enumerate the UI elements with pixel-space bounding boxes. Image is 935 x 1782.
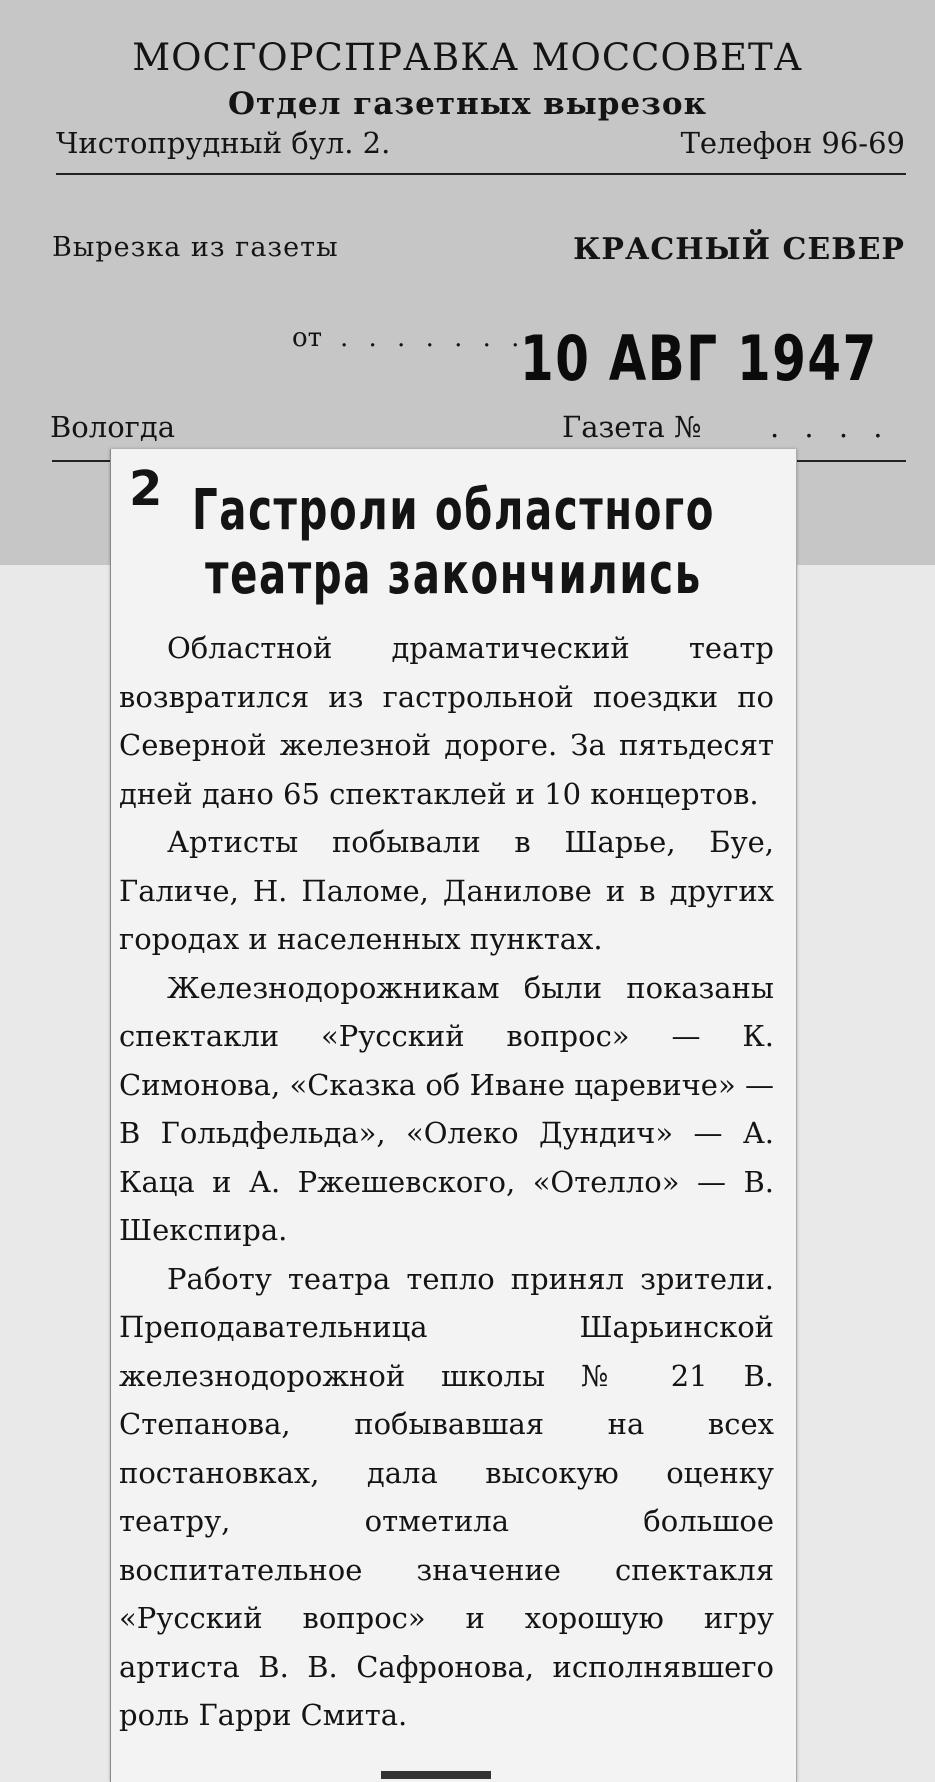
issue-label: Газета № bbox=[562, 410, 702, 444]
header-divider bbox=[56, 173, 906, 175]
article-paragraph: Работу театра тепло принял зрители. Преподавательница Шарьинской железнодорожной школы № 21 В. Степанова, побывавшая на всех постановках, дала высокую оценку театру, отметила большое воспитательное значение спектакля «Русский вопрос» и хорошую игру артиста В. В. Сафронова, исполнявшего роль Гарри Смита. bbox=[119, 1261, 774, 1732]
agency-phone: Телефон 96-69 bbox=[680, 126, 905, 160]
department-name: Отдел газетных вырезок bbox=[228, 86, 707, 122]
date-dots: . . . . . . . bbox=[340, 323, 526, 353]
from-label: от bbox=[292, 323, 323, 353]
agency-title: МОСГОРСПРАВКА МОССОВЕТА bbox=[132, 36, 803, 79]
issue-dots: . . . . bbox=[770, 410, 891, 444]
handwritten-mark: 2 bbox=[129, 461, 163, 517]
clipping-edge-mark bbox=[381, 1771, 491, 1779]
article-paragraph: Областной драматический театр возвратился из гастрольной поездки по Северной железной дороге. За пятьдесят дней дано 65 спектаклей и 10 концертов. bbox=[119, 631, 774, 811]
newspaper-clipping bbox=[110, 449, 797, 1782]
agency-address: Чистопрудный бул. 2. bbox=[56, 126, 391, 160]
article-paragraph: Железнодорожникам были показаны спектакли «Русский вопрос» — К. Симонова, «Сказка об Иване царевиче» — В Гольдфельда», «Олеко Дундич» — А. Каца и А. Ржешевского, «Отелло» — В. Шекспира. bbox=[119, 970, 774, 1247]
article-body bbox=[119, 624, 774, 1740]
date-stamp: 10 АВГ 1947 bbox=[520, 322, 878, 395]
city-name: Вологда bbox=[50, 410, 175, 444]
article-headline: Гастроли областного театра закончились bbox=[192, 478, 715, 607]
clip-label: Вырезка из газеты bbox=[52, 232, 339, 263]
article-paragraph: Артисты побывали в Шарье, Буе, Галиче, Н. Паломе, Данилове и в других городах и населенных пунктах. bbox=[119, 825, 774, 956]
newspaper-name: КРАСНЫЙ СЕВЕР bbox=[573, 232, 905, 267]
